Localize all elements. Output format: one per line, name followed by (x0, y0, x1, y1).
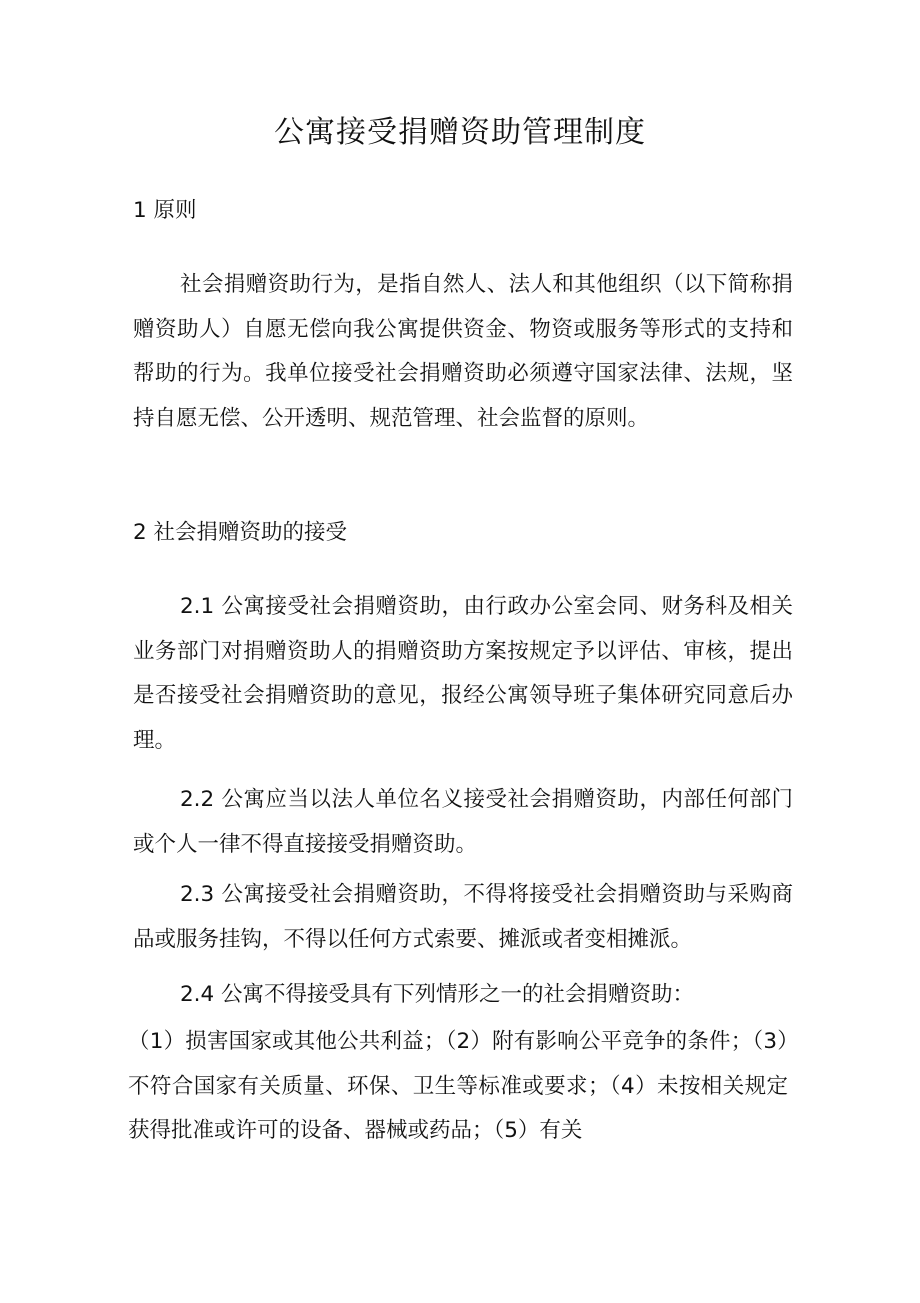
section-heading-principles: 1 原则 (133, 198, 197, 223)
paragraph-prohibited-list: （1）损害国家或其他公共利益；（2）附有影响公平竞争的条件；（3）不符合国家有关质量、环保、卫生等标准或要求；（4）未按相关规定获得批准或许可的设备、器械或药品；（5）有关 (128, 1029, 788, 1143)
paragraph-2-2: 2.2 公寓应当以法人单位名义接受社会捐赠资助，内部任何部门或个人一律不得直接接受捐赠资助。 (133, 787, 793, 857)
section-heading-acceptance: 2 社会捐赠资助的接受 (133, 520, 348, 545)
paragraph-principles: 社会捐赠资助行为，是指自然人、法人和其他组织（以下简称捐赠资助人）自愿无偿向我公寓提供资金、物资或服务等形式的支持和帮助的行为。我单位接受社会捐赠资助必须遵守国家法律、法规，坚持自愿无偿、公开透明、规范管理、社会监督的原则。 (133, 272, 793, 431)
document-title: 公寓接受捐赠资助管理制度 (274, 115, 646, 150)
paragraph-2-3: 2.3 公寓接受社会捐赠资助，不得将接受社会捐赠资助与采购商品或服务挂钩，不得以任何方式索要、摊派或者变相摊派。 (133, 882, 793, 952)
paragraph-2-4: 2.4 公寓不得接受具有下列情形之一的社会捐赠资助： (180, 982, 695, 1007)
paragraph-2-1: 2.1 公寓接受社会捐赠资助，由行政办公室会同、财务科及相关业务部门对捐赠资助人的捐赠资助方案按规定予以评估、审核，提出是否接受社会捐赠资助的意见，报经公寓领导班子集体研究同意后办理。 (133, 594, 793, 753)
